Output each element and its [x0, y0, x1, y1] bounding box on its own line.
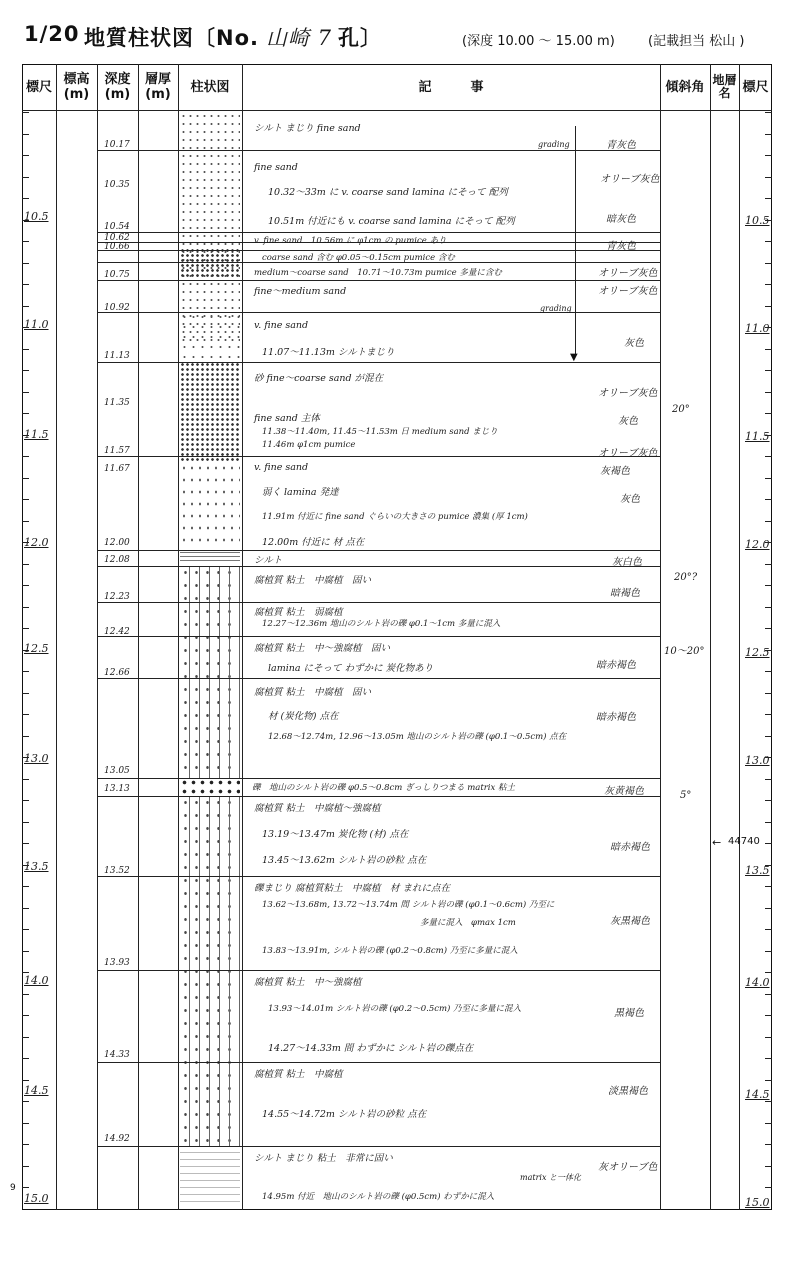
desc-line: matrix と一体化	[520, 1173, 582, 1182]
scale-tick	[765, 134, 772, 135]
scale-tick	[765, 1123, 772, 1124]
depth-value: 10.62	[104, 233, 130, 243]
desc-line: 12.00m 付近に 材 点在	[262, 537, 365, 548]
desc-line: v. fine sand	[254, 462, 309, 473]
desc-line: 14.55～14.72m シルト岩の砂粒 点在	[262, 1109, 427, 1120]
scale-tick	[22, 800, 29, 801]
scale-tick	[22, 1080, 29, 1081]
desc-line: medium～coarse sand 10.71～10.73m pumice 多量に含む	[254, 268, 502, 278]
scale-tick	[765, 800, 772, 801]
desc-line: 12.68～12.74m, 12.96～13.05m 地山のシルト岩の礫 (φ0.1～0.5cm) 点在	[268, 732, 567, 742]
col-sep	[660, 64, 661, 1210]
boundary	[97, 876, 660, 877]
scale-tick	[22, 1166, 29, 1167]
scale-tick	[22, 349, 29, 350]
depth-value: 10.75	[104, 270, 130, 280]
boundary	[97, 778, 660, 779]
scale-tick	[765, 370, 772, 371]
desc-line: シルト	[254, 555, 283, 566]
col-header-elevation: 標高 (m)	[63, 72, 90, 102]
desc-line: 腐植質 粘土 中腐植 固い	[254, 575, 372, 586]
scale-tick	[22, 564, 29, 565]
rock-color: 灰オリーブ色	[598, 1162, 658, 1173]
scale-tick	[22, 1101, 29, 1102]
boundary	[97, 602, 660, 603]
desc-line: 多量に混入 φmax 1cm	[420, 918, 516, 928]
scale-tick	[22, 843, 29, 844]
col-sep	[178, 64, 179, 1210]
scale-tick	[22, 585, 29, 586]
desc-line: 材 (炭化物) 点在	[268, 711, 339, 722]
scale-tick	[22, 908, 29, 909]
boundary	[97, 678, 660, 679]
scale-tick	[765, 155, 772, 156]
scale-tick	[765, 736, 772, 737]
litho-peat-clay	[180, 796, 240, 1146]
col-header-thickness: 層厚 (m)	[144, 72, 171, 102]
scale-tick	[22, 263, 29, 264]
col-header-scale-right: 標尺	[742, 79, 769, 95]
depth-value: 14.92	[104, 1134, 130, 1144]
scale-mark-left: 14.0	[24, 974, 49, 987]
scale-tick	[765, 972, 772, 973]
scale-tick	[22, 736, 29, 737]
scale-mark-right: 14.0	[745, 976, 770, 989]
desc-line: 13.93～14.01m シルト岩の礫 (φ0.2～0.5cm) 乃至に多量に混入	[268, 1004, 522, 1014]
scale-tick	[765, 843, 772, 844]
scale-tick	[22, 521, 29, 522]
scale-tick	[22, 822, 29, 823]
col-sep	[97, 64, 98, 1210]
scale-tick	[22, 327, 29, 328]
scale-tick	[22, 478, 29, 479]
scale-tick	[765, 693, 772, 694]
litho-peat-clay	[180, 566, 240, 778]
scale-tick	[22, 220, 29, 221]
desc-line: 11.38～11.40m, 11.45～11.53m 日 medium sand まじり	[262, 427, 498, 437]
scale-mark-right: 10.5	[745, 214, 770, 227]
boundary	[97, 1062, 660, 1063]
scale-tick	[765, 263, 772, 264]
scale-mark-left: 13.5	[24, 860, 49, 873]
scale-tick	[22, 456, 29, 457]
dip-angle: 20°	[672, 404, 690, 415]
scale-tick	[765, 714, 772, 715]
scale-tick	[22, 929, 29, 930]
author: (記載担当 松山 )	[648, 34, 745, 49]
depth-value: 12.42	[104, 627, 130, 637]
scale-tick	[22, 757, 29, 758]
scale-mark-right: 11.0	[745, 322, 770, 335]
scale-tick	[22, 177, 29, 178]
rock-color: オリーブ灰色	[598, 286, 658, 297]
scale-tick	[22, 779, 29, 780]
scale-tick	[765, 456, 772, 457]
desc-line: 弱く lamina 発達	[262, 487, 339, 498]
rock-color: オリーブ灰色	[598, 448, 658, 459]
scale-label: 1/20	[24, 22, 80, 46]
scale-mark-right: 15.0	[745, 1196, 770, 1209]
dip-angle: 5°	[680, 790, 692, 801]
desc-line: 14.95m 付近 地山のシルト岩の礫 (φ0.5cm) わずかに混入	[262, 1192, 495, 1202]
scale-tick	[765, 607, 772, 608]
scale-tick	[765, 327, 772, 328]
scale-tick	[765, 628, 772, 629]
desc-line: 12.27～12.36m 地山のシルト岩の礫 φ0.1～1cm 多量に混入	[262, 619, 501, 629]
col-header-column: 柱状図	[190, 79, 230, 95]
depth-value: 11.13	[104, 351, 130, 361]
scale-tick	[22, 1123, 29, 1124]
scale-tick	[765, 542, 772, 543]
scale-mark-right: 12.0	[745, 538, 770, 551]
desc-line: 13.83～13.91m, シルト岩の礫 (φ0.2～0.8cm) 乃至に多量に混入	[262, 946, 518, 956]
hole-name: 山崎 7	[266, 26, 333, 50]
scale-tick	[765, 779, 772, 780]
dip-angle: 10～20°	[664, 646, 705, 657]
depth-value: 12.08	[104, 555, 130, 565]
desc-line: 14.27～14.33m 間 わずかに シルト岩の礫点在	[268, 1043, 474, 1054]
scale-mark-left: 14.5	[24, 1084, 49, 1097]
litho-gravel	[180, 778, 240, 796]
col-header-scale-left: 標尺	[25, 79, 52, 95]
litho-sand-mixed	[180, 362, 240, 462]
desc-line: シルト まじり fine sand	[254, 123, 361, 134]
rock-color: 灰白色	[612, 557, 642, 568]
scale-tick	[765, 499, 772, 500]
scale-mark-right: 12.5	[745, 646, 770, 659]
page-mark: 9	[10, 1183, 16, 1193]
col-header-depth: 深度 (m)	[104, 72, 131, 102]
scale-tick	[765, 929, 772, 930]
depth-value: 14.33	[104, 1050, 130, 1060]
rock-color: 黒褐色	[614, 1008, 644, 1019]
dip-angle: 20°?	[674, 572, 698, 583]
scale-tick	[765, 392, 772, 393]
scale-tick	[765, 241, 772, 242]
desc-line: 腐植質 粘土 中～強腐植 固い	[254, 643, 391, 654]
boundary	[97, 550, 660, 551]
desc-line: 11.91m 付近に fine sand ぐらいの大きさの pumice 濃集 (厚 1cm)	[262, 512, 528, 522]
desc-line: 腐植質 粘土 弱腐植	[254, 607, 343, 618]
scale-tick	[765, 908, 772, 909]
scale-mark-right: 14.5	[745, 1088, 770, 1101]
scale-tick	[765, 564, 772, 565]
arrow-head-icon: ▼	[570, 352, 578, 363]
scale-tick	[765, 435, 772, 436]
col-sep	[138, 64, 139, 1210]
desc-grading: grading	[540, 304, 572, 313]
scale-tick	[22, 499, 29, 500]
desc-line: 礫 地山のシルト岩の礫 φ0.5～0.8cm ぎっしりつまる matrix 粘土	[252, 783, 516, 793]
scale-tick	[765, 994, 772, 995]
scale-tick	[22, 155, 29, 156]
desc-line: 腐植質 粘土 中腐植 固い	[254, 687, 372, 698]
rock-color: 暗褐色	[610, 588, 640, 599]
scale-tick	[22, 198, 29, 199]
depth-value: 10.17	[104, 140, 130, 150]
scale-mark-left: 15.0	[24, 1192, 49, 1205]
scale-tick	[22, 951, 29, 952]
arrow-left-icon: ←	[712, 836, 722, 849]
scale-tick	[22, 628, 29, 629]
litho-coarse-sand	[180, 248, 240, 278]
desc-line: 10.32～33m に v. coarse sand lamina にそって 配列	[268, 187, 508, 198]
rock-color: 暗灰色	[606, 214, 636, 225]
scale-tick	[22, 284, 29, 285]
scale-tick	[765, 757, 772, 758]
scale-mark-left: 10.5	[24, 210, 49, 223]
rock-color: 暗赤褐色	[610, 842, 650, 853]
scale-tick	[765, 1101, 772, 1102]
col-sep	[242, 64, 243, 1210]
scale-tick	[22, 607, 29, 608]
rock-color: オリーブ灰色	[598, 268, 658, 279]
litho-silt	[180, 550, 240, 564]
col-sep	[710, 64, 711, 1210]
scale-tick	[765, 822, 772, 823]
scale-tick	[765, 220, 772, 221]
depth-value: 11.35	[104, 398, 130, 408]
scale-mark-right: 11.5	[745, 430, 770, 443]
rock-color: 灰色	[620, 494, 640, 505]
scale-tick	[765, 1166, 772, 1167]
depth-value: 10.35	[104, 180, 130, 190]
scale-tick	[765, 886, 772, 887]
desc-line: 礫まじり 腐植質粘土 中腐植 材 まれに点在	[254, 883, 451, 894]
scale-tick	[22, 1015, 29, 1016]
scale-tick	[22, 542, 29, 543]
desc-line: 腐植質 粘土 中腐植～強腐植	[254, 803, 381, 814]
col-header-description: 記 事	[418, 79, 484, 95]
scale-tick	[765, 671, 772, 672]
scale-tick	[765, 198, 772, 199]
scale-tick	[765, 478, 772, 479]
scale-mark-right: 13.0	[745, 754, 770, 767]
desc-line: coarse sand 含む φ0.05～0.15cm pumice 含む	[262, 253, 455, 263]
col-sep	[739, 64, 740, 1210]
scale-tick	[22, 1058, 29, 1059]
scale-mark-left: 11.0	[24, 318, 49, 331]
col-sep	[56, 64, 57, 1210]
scale-tick	[22, 1037, 29, 1038]
litho-silty-clay	[180, 1146, 240, 1208]
depth-value: 12.66	[104, 668, 130, 678]
scale-tick	[765, 521, 772, 522]
rock-color: オリーブ灰色	[600, 174, 660, 185]
boundary	[97, 566, 660, 567]
boundary	[97, 1146, 660, 1147]
depth-value: 10.54	[104, 222, 130, 232]
scale-tick	[22, 886, 29, 887]
rock-color: 青灰色	[606, 241, 636, 252]
scale-tick	[765, 177, 772, 178]
desc-line: 13.62～13.68m, 13.72～13.74m 間 シルト岩の礫 (φ0.1～0.6cm) 乃至に	[262, 900, 555, 910]
scale-tick	[765, 349, 772, 350]
boundary	[97, 456, 660, 457]
col-header-formation: 地層名	[712, 73, 737, 100]
rock-color: 灰黒褐色	[610, 916, 650, 927]
scale-tick	[765, 951, 772, 952]
scale-tick	[765, 1015, 772, 1016]
depth-value: 13.93	[104, 958, 130, 968]
scale-tick	[765, 284, 772, 285]
desc-line: 砂 fine～coarse sand が混在	[254, 373, 384, 384]
desc-line: 腐植質 粘土 中腐植	[254, 1069, 343, 1080]
boundary	[97, 970, 660, 971]
depth-value: 13.05	[104, 766, 130, 776]
depth-value: 10.92	[104, 303, 130, 313]
rock-color: 灰色	[624, 338, 644, 349]
scale-tick	[22, 714, 29, 715]
desc-line: v. fine sand 10.56m に φ1cm の pumice あり	[254, 236, 447, 246]
rock-color: 灰色	[618, 416, 638, 427]
desc-line: 腐植質 粘土 中～強腐植	[254, 977, 362, 988]
scale-tick	[765, 1058, 772, 1059]
depth-value: 12.00	[104, 538, 130, 548]
scale-tick	[22, 994, 29, 995]
desc-line: fine～medium sand	[254, 286, 347, 297]
scale-tick	[22, 134, 29, 135]
scale-tick	[765, 306, 772, 307]
scale-tick	[22, 435, 29, 436]
desc-line: 10.51m 付近にも v. coarse sand lamina にそって 配列	[268, 216, 515, 227]
rock-color: 青灰色	[606, 140, 636, 151]
scale-tick	[765, 1080, 772, 1081]
desc-line: fine sand	[254, 162, 298, 173]
scale-mark-left: 13.0	[24, 752, 49, 765]
depth-value: 13.52	[104, 866, 130, 876]
scale-mark-left: 12.0	[24, 536, 49, 549]
scale-mark-left: 12.5	[24, 642, 49, 655]
scale-tick	[22, 972, 29, 973]
depth-range: (深度 10.00 ～ 15.00 m)	[462, 34, 615, 49]
scale-tick	[765, 1187, 772, 1188]
hole-suffix: 孔〕	[338, 26, 382, 50]
scale-tick	[765, 1037, 772, 1038]
scale-tick	[22, 1144, 29, 1145]
scale-tick	[22, 671, 29, 672]
page-title: 地質柱状図〔No.	[84, 26, 259, 50]
scale-tick	[22, 112, 29, 113]
rock-color: 灰黄褐色	[604, 786, 644, 797]
depth-value: 11.57	[104, 446, 130, 456]
scale-tick	[765, 865, 772, 866]
boundary	[97, 796, 660, 797]
desc-line: v. fine sand	[254, 320, 309, 331]
scale-mark-left: 11.5	[24, 428, 49, 441]
litho-vfine-sand	[180, 312, 240, 362]
scale-tick	[765, 1144, 772, 1145]
scale-mark-right: 13.5	[745, 864, 770, 877]
depth-value: 11.67	[104, 464, 130, 474]
boundary	[97, 636, 660, 637]
depth-value: 13.13	[104, 784, 130, 794]
scale-tick	[22, 241, 29, 242]
scale-tick	[22, 370, 29, 371]
desc-line: lamina にそって わずかに 炭化物あり	[268, 663, 434, 674]
desc-line: シルト まじり 粘土 非常に固い	[254, 1153, 393, 1164]
scale-tick	[765, 585, 772, 586]
scale-tick	[22, 306, 29, 307]
rock-color: オリーブ灰色	[598, 388, 658, 399]
desc-line: fine sand 主体	[254, 413, 320, 424]
rock-color: 暗赤褐色	[596, 712, 636, 723]
col-header-dip: 傾斜角	[665, 79, 705, 95]
scale-tick	[22, 413, 29, 414]
litho-fine-sand	[180, 462, 240, 548]
scale-tick	[22, 693, 29, 694]
scale-tick	[22, 392, 29, 393]
desc-line: 11.46m φ1cm pumice	[262, 440, 356, 450]
rock-color: 暗赤褐色	[596, 660, 636, 671]
desc-line: 11.07～11.13m シルトまじり	[262, 347, 395, 358]
desc-line: 13.19～13.47m 炭化物 (材) 点在	[262, 829, 409, 840]
desc-grading: grading	[538, 140, 570, 149]
scale-tick	[22, 1187, 29, 1188]
scale-tick	[765, 112, 772, 113]
depth-value: 12.23	[104, 592, 130, 602]
rock-color: 淡黒褐色	[608, 1086, 648, 1097]
scale-tick	[765, 413, 772, 414]
depth-value: 10.66	[104, 242, 130, 252]
scale-tick	[22, 865, 29, 866]
grading-arrow	[575, 126, 576, 356]
scale-tick	[765, 650, 772, 651]
scale-tick	[22, 650, 29, 651]
rock-color: 灰褐色	[600, 466, 630, 477]
desc-line: 13.45～13.62m シルト岩の砂粒 点在	[262, 855, 427, 866]
litho-sand	[180, 112, 240, 342]
formation-code: 44740	[728, 836, 760, 847]
